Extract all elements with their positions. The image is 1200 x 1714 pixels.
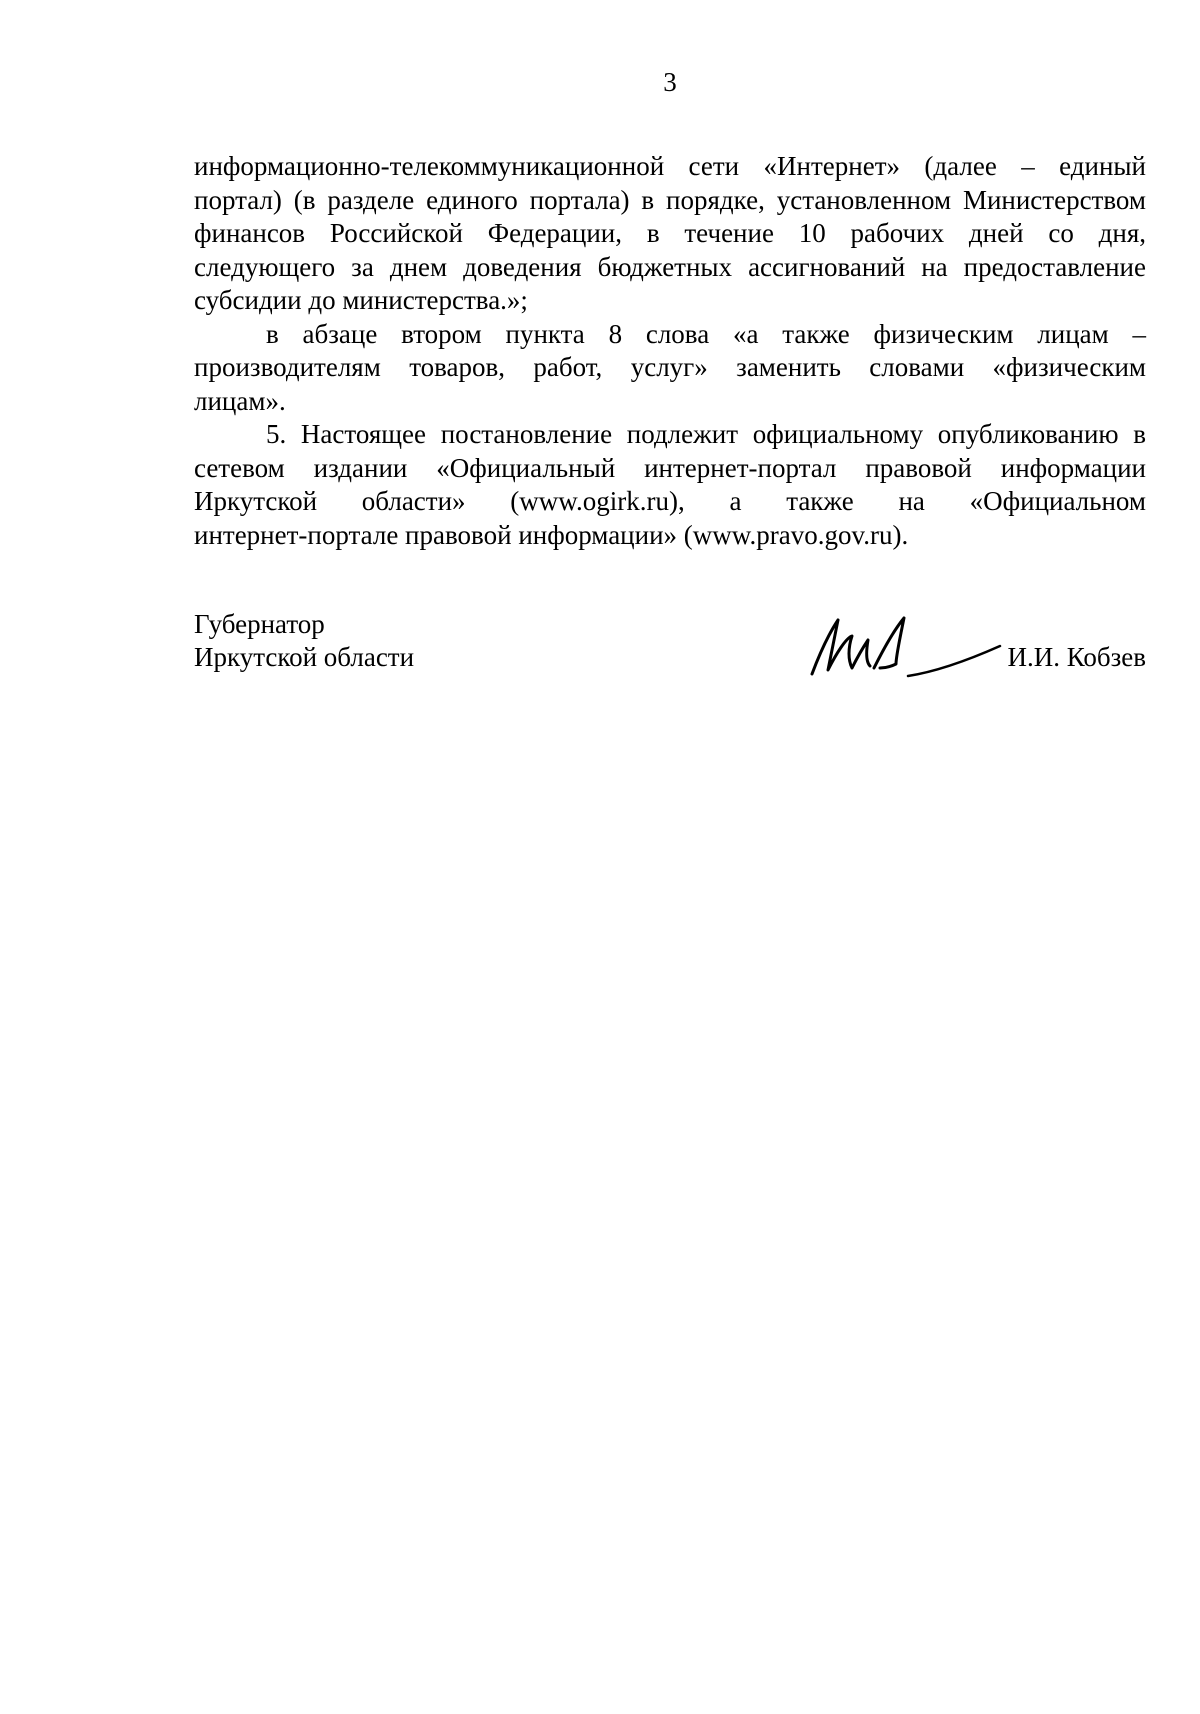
signer-position-line1: Губернатор — [194, 609, 325, 639]
handwritten-signature — [804, 610, 1004, 686]
body-line: портал) (в разделе единого портала) в порядке, установленном Министерством — [194, 184, 1146, 215]
body-line: финансов Российской Федерации, в течение 10 рабочих дней со дня, — [194, 218, 1146, 248]
body-line: субсидии до министерства.»; — [194, 285, 528, 315]
body-line: лицам». — [194, 385, 286, 416]
body-line: Иркутской области» (www.ogirk.ru), а также на «Официальном — [194, 486, 1146, 516]
body-line: информационно-телекоммуникационной сети «Интернет» (далее – единый — [194, 151, 1146, 181]
body-line: интернет-портале правовой информации» (www.pravo.gov.ru). — [194, 519, 909, 550]
signature-block — [194, 608, 1146, 688]
body-line: следующего за днем доведения бюджетных ассигнований на предоставление — [194, 251, 1146, 282]
body-line: производителям товаров, работ, услуг» заменить словами «физическим — [194, 352, 1146, 382]
signer-name: И.И. Кобзев — [1007, 642, 1146, 672]
signer-position-line2: Иркутской области — [194, 642, 415, 672]
signer-position — [194, 608, 414, 674]
body-line: сетевом издании «Официальный интернет-портал правовой информации — [194, 452, 1146, 483]
body-line: в абзаце втором пункта 8 слова «а также физическим лицам – — [266, 318, 1146, 349]
page-number: 3 — [663, 67, 677, 97]
body-line: 5. Настоящее постановление подлежит официальному опубликованию в — [266, 419, 1146, 449]
document-body — [194, 150, 1146, 552]
